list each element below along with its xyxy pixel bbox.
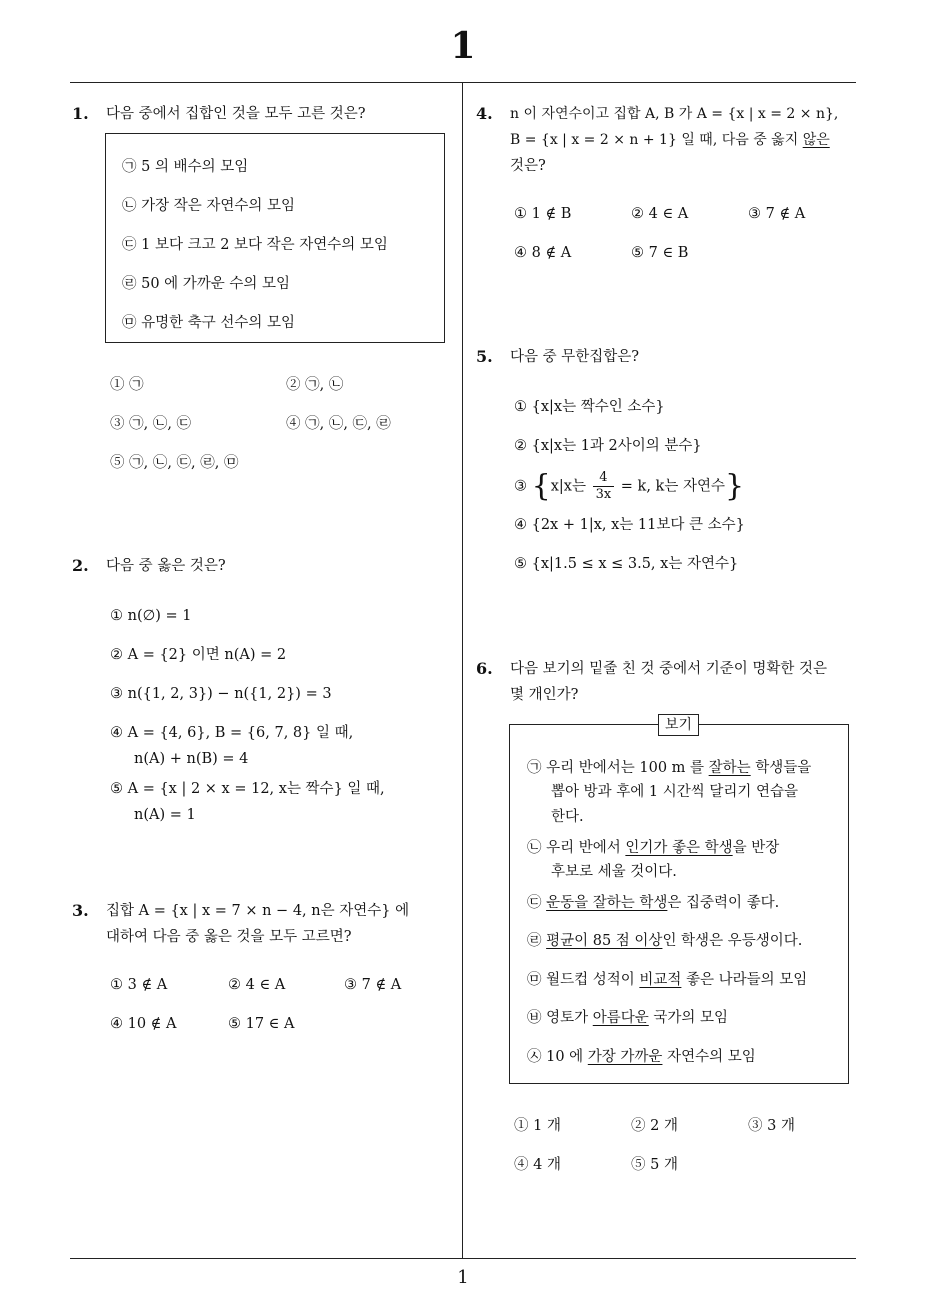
question-text: n 이 자연수이고 집합 A, B 가 A = {x | x = 2 × n}, [510, 106, 839, 122]
box-item: ㉠ 5 의 배수의 모임 [122, 159, 249, 175]
item-text: 자연수의 모임 [662, 1049, 756, 1065]
answer-choice-2[interactable]: ② 4 ∈ A [228, 977, 286, 993]
underlined-text: 가장 가까운 [587, 1049, 663, 1065]
answer-choice-2[interactable]: ② {x|x는 1과 2사이의 분수} [514, 438, 702, 454]
question-number: 5. [476, 347, 493, 366]
question-number: 3. [72, 901, 89, 920]
answer-choice-4[interactable]: ④ ㉠, ㉡, ㉢, ㉣ [286, 416, 391, 432]
fraction-numerator: 4 [593, 470, 615, 487]
answer-choice-4[interactable]: ④ {2x + 1|x, x는 11보다 큰 소수} [514, 517, 745, 533]
answer-choice-1[interactable]: ① ㉠ [110, 377, 144, 393]
example-box-title: 보기 [658, 714, 699, 736]
answer-choice-5[interactable]: ⑤ 5 개 [631, 1157, 678, 1173]
box-item: ㉤ 유명한 축구 선수의 모임 [122, 315, 296, 331]
answer-choice-5[interactable]: ⑤ ㉠, ㉡, ㉢, ㉣, ㉤ [110, 455, 239, 471]
right-brace: } [724, 468, 745, 504]
page-title: 1 [450, 25, 476, 67]
box-item: ㉢ 1 보다 크고 2 보다 작은 자연수의 모임 [122, 237, 388, 253]
underlined-text: 평균이 85 점 이상 [546, 933, 663, 949]
column-divider [462, 83, 463, 1258]
answer-choice-5[interactable]: ⑤ 17 ∈ A [228, 1016, 295, 1032]
item-text: ㉤ 월드컵 성적이 [527, 972, 640, 988]
choice-text: x|x는 [550, 478, 586, 495]
item-text: ㉢ [527, 895, 547, 911]
choice-text: = k, k는 자연수 [620, 478, 725, 495]
question-number: 4. [476, 104, 493, 123]
question-number: 6. [476, 659, 493, 678]
underlined-text: 운동을 잘하는 학생 [546, 895, 668, 911]
footer-rule [70, 1258, 856, 1259]
item-text: ㉦ 10 에 [527, 1049, 588, 1065]
choice-marker: ③ [514, 478, 527, 495]
underlined-text: 비교적 [639, 972, 682, 988]
answer-choice-5[interactable]: ⑤ 7 ∈ B [631, 245, 689, 261]
answer-choice-2[interactable]: ② 4 ∈ A [631, 206, 689, 222]
fraction-denominator: 3x [595, 487, 612, 502]
question-text: 다음 중에서 집합인 것을 모두 고른 것은? [106, 106, 366, 122]
item-text: ㉣ [527, 933, 547, 949]
answer-choice-1[interactable]: ① 1 개 [514, 1118, 561, 1134]
question-number: 1. [72, 104, 89, 123]
example-item-5 [527, 968, 807, 992]
answer-choice-1[interactable]: ① 3 ∉ A [110, 977, 168, 993]
answer-choice-4[interactable]: ④ A = {4, 6}, B = {6, 7, 8} 일 때, [110, 725, 354, 741]
answer-choice-3[interactable]: ③ 7 ∉ A [748, 206, 806, 222]
answer-choice-1[interactable]: ① n(∅) = 1 [110, 608, 192, 624]
question-text-line2-main: B = {x | x = 2 × n + 1} 일 때, 다음 중 옳지 [510, 132, 803, 148]
answer-choice-4[interactable]: ④ 4 개 [514, 1157, 561, 1173]
answer-choice-5[interactable]: ⑤ {x|1.5 ≤ x ≤ 3.5, x는 자연수} [514, 556, 739, 572]
question-text-line3: 것은? [510, 158, 546, 174]
item-text: 인 학생은 우등생이다. [662, 933, 803, 949]
page-number: 1 [457, 1267, 469, 1288]
example-item-1-line2: 뽑아 방과 후에 1 시간씩 달리기 연습을 [551, 784, 798, 800]
question-text: 집합 A = {x | x = 7 × n − 4, n은 자연수} 에 [106, 903, 410, 919]
question-text-line2: 대하여 다음 중 옳은 것을 모두 고르면? [106, 929, 352, 945]
example-item-1 [527, 756, 811, 780]
item-text: ㉠ 우리 반에서는 100 m 를 [527, 760, 709, 776]
question-text: 다음 중 무한집합은? [510, 349, 640, 365]
answer-choice-4-cont: n(A) + n(B) = 4 [134, 751, 249, 767]
example-item-7 [527, 1045, 756, 1069]
box-item: ㉡ 가장 작은 자연수의 모임 [122, 198, 296, 214]
answer-choice-4[interactable]: ④ 10 ∉ A [110, 1016, 177, 1032]
answer-choice-4[interactable]: ④ 8 ∉ A [514, 245, 572, 261]
answer-choice-2[interactable]: ② 2 개 [631, 1118, 678, 1134]
answer-choice-1[interactable]: ① 1 ∉ B [514, 206, 572, 222]
question-text-line2 [510, 127, 830, 153]
item-text: ㉡ 우리 반에서 [527, 840, 626, 856]
item-text: ㉥ 영토가 [527, 1010, 593, 1026]
item-text: 은 집중력이 좋다. [667, 895, 780, 911]
answer-choice-3[interactable]: ③ n({1, 2, 3}) − n({1, 2}) = 3 [110, 686, 332, 702]
example-item-3 [527, 891, 779, 915]
underlined-text: 잘하는 [708, 760, 751, 776]
question-text: 다음 중 옳은 것은? [106, 558, 226, 574]
question-text-line2: 몇 개인가? [510, 687, 579, 703]
example-item-6 [527, 1006, 728, 1030]
underlined-text: 아름다운 [592, 1010, 649, 1026]
answer-choice-2[interactable]: ② A = {2} 이면 n(A) = 2 [110, 647, 287, 663]
answer-choice-3[interactable] [514, 470, 744, 503]
item-text: 학생들을 [750, 760, 812, 776]
item-text: 국가의 모임 [648, 1010, 729, 1026]
item-text: 좋은 나라들의 모임 [681, 972, 808, 988]
box-item: ㉣ 50 에 가까운 수의 모임 [122, 276, 291, 292]
answer-choice-3[interactable]: ③ ㉠, ㉡, ㉢ [110, 416, 192, 432]
answer-choice-1[interactable]: ① {x|x는 짝수인 소수} [514, 399, 665, 415]
question-text: 다음 보기의 밑줄 친 것 중에서 기준이 명확한 것은 [510, 661, 828, 677]
underlined-keyword: 않은 [802, 132, 830, 148]
answer-choice-2[interactable]: ② ㉠, ㉡ [286, 377, 344, 393]
question-number: 2. [72, 556, 89, 575]
answer-choice-3[interactable]: ③ 3 개 [748, 1118, 795, 1134]
answer-choice-5[interactable]: ⑤ A = {x | 2 × x = 12, x는 짝수} 일 때, [110, 781, 385, 797]
header-rule [70, 82, 856, 83]
underlined-text: 인기가 좋은 학생 [625, 840, 733, 856]
example-item-2 [527, 836, 779, 860]
example-item-1-line3: 한다. [551, 809, 584, 825]
answer-choice-5-cont: n(A) = 1 [134, 807, 196, 823]
answer-choice-3[interactable]: ③ 7 ∉ A [344, 977, 402, 993]
example-item-2-line2: 후보로 세울 것이다. [551, 864, 677, 880]
example-item-4 [527, 929, 802, 953]
left-brace: { [531, 468, 551, 504]
fraction [593, 470, 615, 503]
item-text: 을 반장 [732, 840, 780, 856]
